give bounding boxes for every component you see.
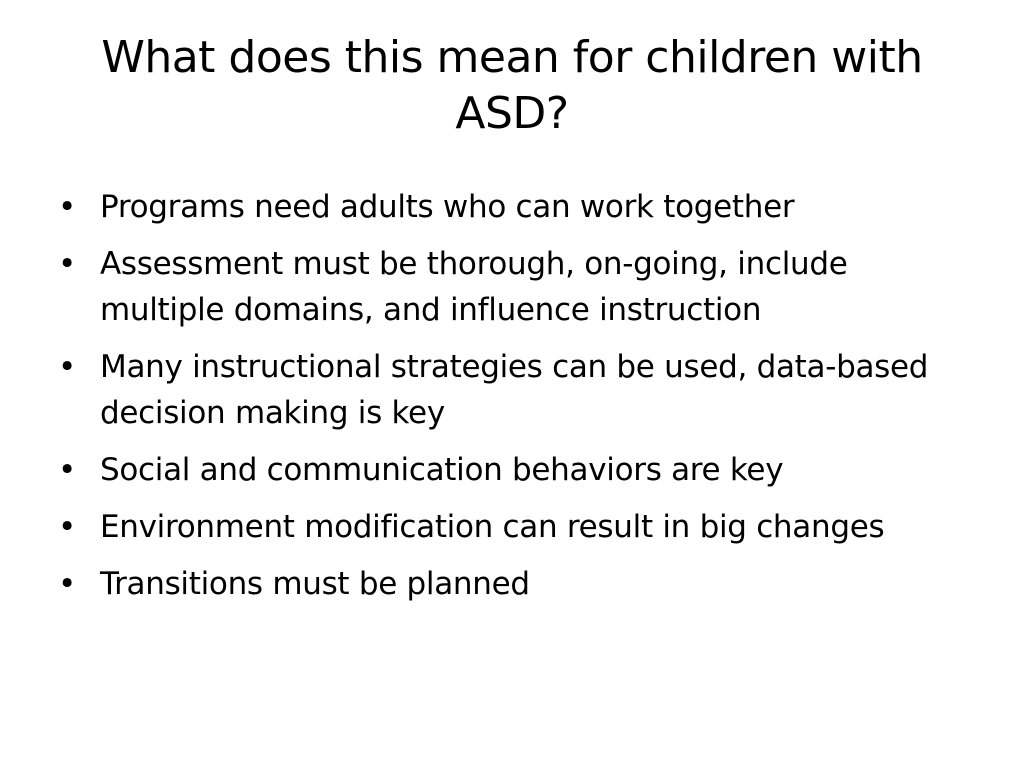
bullet-item	[56, 184, 956, 230]
bullet-text: Assessment must be thorough, on-going, include multiple domains, and influence instruction	[100, 246, 848, 328]
bullet-list	[56, 184, 956, 618]
slide-title: What does this mean for children with ASD?	[101, 32, 923, 139]
bullet-item	[56, 504, 956, 550]
bullet-dot-icon: •	[58, 509, 76, 545]
bullet-item	[56, 447, 956, 493]
bullet-text: Social and communication behaviors are key	[100, 452, 784, 488]
bullet-dot-icon: •	[58, 566, 76, 602]
bullet-dot-icon: •	[58, 246, 76, 282]
bullet-item	[56, 241, 956, 333]
bullet-dot-icon: •	[58, 452, 76, 488]
bullet-text: Programs need adults who can work together	[100, 189, 795, 225]
bullet-text: Transitions must be planned	[100, 566, 530, 602]
bullet-item	[56, 561, 956, 607]
bullet-dot-icon: •	[58, 189, 76, 225]
bullet-dot-icon: •	[58, 349, 76, 385]
bullet-item	[56, 344, 956, 436]
bullet-text: Environment modification can result in big changes	[100, 509, 885, 545]
bullet-text: Many instructional strategies can be used, data-based decision making is key	[100, 349, 929, 431]
